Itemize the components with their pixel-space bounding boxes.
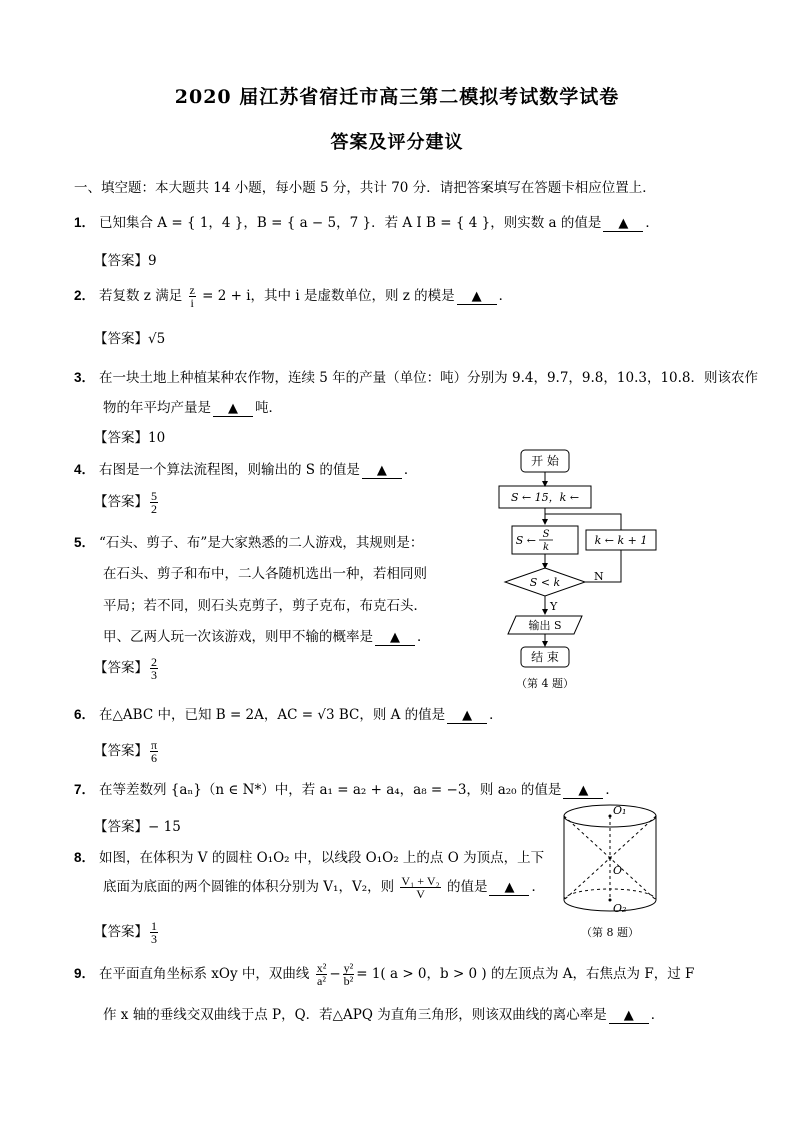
cylinder-figure bbox=[558, 800, 666, 944]
question-7: 7． 在等差数列 {aₙ}（n ∈ N*）中，若 a₁ = a₂ + a₄，a₈ = −3，则 a₂₀ 的值是 ▲ ． bbox=[74, 782, 619, 798]
cylinder-bottom-front bbox=[564, 900, 656, 911]
answer-blank: ▲ bbox=[563, 784, 603, 799]
question-3-line-2: 物的年平均产量是 ▲ 吨． bbox=[103, 400, 282, 416]
answer-6-value: $\frac{\pi}{6}$ bbox=[151, 738, 158, 765]
flowchart-output-label: 输出 S bbox=[528, 619, 562, 632]
flowchart-start-label: 开 始 bbox=[531, 454, 559, 468]
question-5-line-2: 在石头、剪子和布中，二人各随机选出一种，若相同则 bbox=[103, 566, 427, 582]
answer-4: 【答案】 $\frac{5}{2}$ bbox=[94, 489, 157, 516]
question-5-line-3: 平局；若不同，则石头克剪子，剪子克布，布克石头． bbox=[103, 598, 427, 614]
answer-blank: ▲ bbox=[489, 881, 529, 896]
algorithm-flowchart bbox=[494, 446, 674, 696]
answer-7-value: − 15 bbox=[148, 819, 181, 835]
cylinder-center-label: O bbox=[613, 864, 623, 877]
question-3: 3． 在一块土地上种植某种农作物，连续 5 年的产量（单位：吨）分别为 9.4，9.7，9.8，10.3，10.8．则该农作 bbox=[74, 370, 759, 386]
answer-6: 【答案】 $\frac{\pi}{6}$ bbox=[94, 738, 158, 765]
answer-7: 【答案】− 15 bbox=[94, 819, 181, 835]
answer-1: 【答案】9 bbox=[94, 253, 157, 269]
answer-8-value: $\frac{1}{3}$ bbox=[151, 919, 157, 946]
question-8: 8． 如图，在体积为 V 的圆柱 O₁O₂ 中，以线段 O₁O₂ 上的点 O 为顶点，上下 bbox=[74, 850, 545, 866]
flowchart-caption: （第 4 题） bbox=[516, 677, 574, 690]
flowchart-end-label: 结 束 bbox=[531, 650, 559, 664]
flowchart-loop-line bbox=[545, 514, 621, 530]
question-1: 1． 已知集合 A = { 1，4 }，B = { a − 5，7 }．若 A I B = { 4 }，则实数 a 的值是 ▲ ． bbox=[74, 215, 659, 231]
fraction-z-over-i: $\frac{z}{i}$ bbox=[189, 283, 195, 310]
flowchart-no-label: N bbox=[594, 570, 604, 583]
question-4: 4． 右图是一个算法流程图，则输出的 S 的值是 ▲ ． bbox=[74, 462, 418, 478]
flowchart-yes-label: Y bbox=[550, 600, 558, 613]
cylinder-caption: （第 8 题） bbox=[581, 926, 639, 939]
answer-2-value: √5 bbox=[148, 331, 166, 347]
flowchart-increment-label: k ← k + 1 bbox=[594, 534, 648, 547]
flowchart-assign-denominator: k bbox=[542, 542, 550, 553]
answer-2: 【答案】√5 bbox=[94, 331, 166, 347]
answer-blank: ▲ bbox=[609, 1009, 649, 1024]
answer-3: 【答案】10 bbox=[94, 430, 166, 446]
answer-blank: ▲ bbox=[375, 631, 415, 646]
cylinder-top-label: O₁ bbox=[613, 804, 627, 817]
question-2: 2． 若复数 z 满足 $\frac{z}{i}$ = 2 + i，其中 i 是虚数单位，则 z 的模是 ▲ ． bbox=[74, 283, 513, 310]
flowchart-assign-label: S ← bbox=[515, 534, 536, 547]
flowchart-init-label: S ← 15，k ← bbox=[510, 491, 580, 504]
answer-blank: ▲ bbox=[457, 290, 497, 305]
question-1-text: 已知集合 A = { 1，4 }，B = { a − 5，7 }．若 A I B = { 4 }，则实数 a 的值是 bbox=[99, 215, 602, 231]
section-intro: 一、填空题：本大题共 14 小题，每小题 5 分，共计 70 分．请把答案填写在答题卡相应位置上． bbox=[74, 180, 656, 196]
answer-5-value: $\frac{2}{3}$ bbox=[151, 655, 157, 682]
flowchart-condition-label: S < k bbox=[529, 576, 561, 589]
answer-8: 【答案】 $\frac{1}{3}$ bbox=[94, 919, 157, 946]
question-5-line-4: 甲、乙两人玩一次该游戏，则甲不输的概率是 ▲ ． bbox=[103, 629, 431, 645]
fraction-x2-over-a2: $\frac{\text{x²}}{\text{a²}}$ bbox=[316, 961, 327, 988]
answer-blank: ▲ bbox=[447, 709, 487, 724]
flowchart-assign-numerator: S bbox=[542, 529, 550, 540]
question-9-line-2: 作 x 轴的垂线交双曲线于点 P，Q．若△APQ 为直角三角形，则该双曲线的离心率是 ▲ ． bbox=[103, 1007, 665, 1023]
question-9: 9． 在平面直角坐标系 xOy 中，双曲线 $\frac{\text{x²}}{\text{a²}}$ − $\frac{\text{y²}}{\text{b²}}$ = 1( a > 0，b > 0 ) 的左顶点为 A，右焦点为 F，过 F bbox=[74, 961, 695, 988]
answer-blank: ▲ bbox=[362, 464, 402, 479]
page-subtitle: 答案及评分建议 bbox=[330, 132, 464, 153]
cylinder-bottom-label: O₂ bbox=[613, 902, 627, 915]
answer-5: 【答案】 $\frac{2}{3}$ bbox=[94, 655, 157, 682]
page-title: 2020 届江苏省宿迁市高三第二模拟考试数学试卷 bbox=[174, 86, 620, 108]
answer-4-value: $\frac{5}{2}$ bbox=[151, 489, 157, 516]
answer-blank: ▲ bbox=[213, 402, 253, 417]
answer-blank: ▲ bbox=[603, 217, 643, 232]
question-8-line-2: 底面为底面的两个圆锥的体积分别为 V₁，V₂，则 $\frac{\text{V₁ + V₂}}{V}$ 的值是 ▲ ． bbox=[103, 874, 545, 901]
question-6: 6． 在△ABC 中，已知 B = 2A，AC = √3 BC，则 A 的值是 ▲ ． bbox=[74, 707, 503, 723]
answer-3-value: 10 bbox=[148, 430, 166, 446]
fraction-y2-over-b2: $\frac{\text{y²}}{\text{b²}}$ bbox=[343, 961, 354, 988]
fraction-volume-ratio: $\frac{\text{V₁ + V₂}}{V}$ bbox=[401, 874, 440, 901]
question-5: 5． “石头、剪子、布”是大家熟悉的二人游戏，其规则是： bbox=[74, 535, 424, 551]
answer-1-value: 9 bbox=[148, 253, 157, 269]
